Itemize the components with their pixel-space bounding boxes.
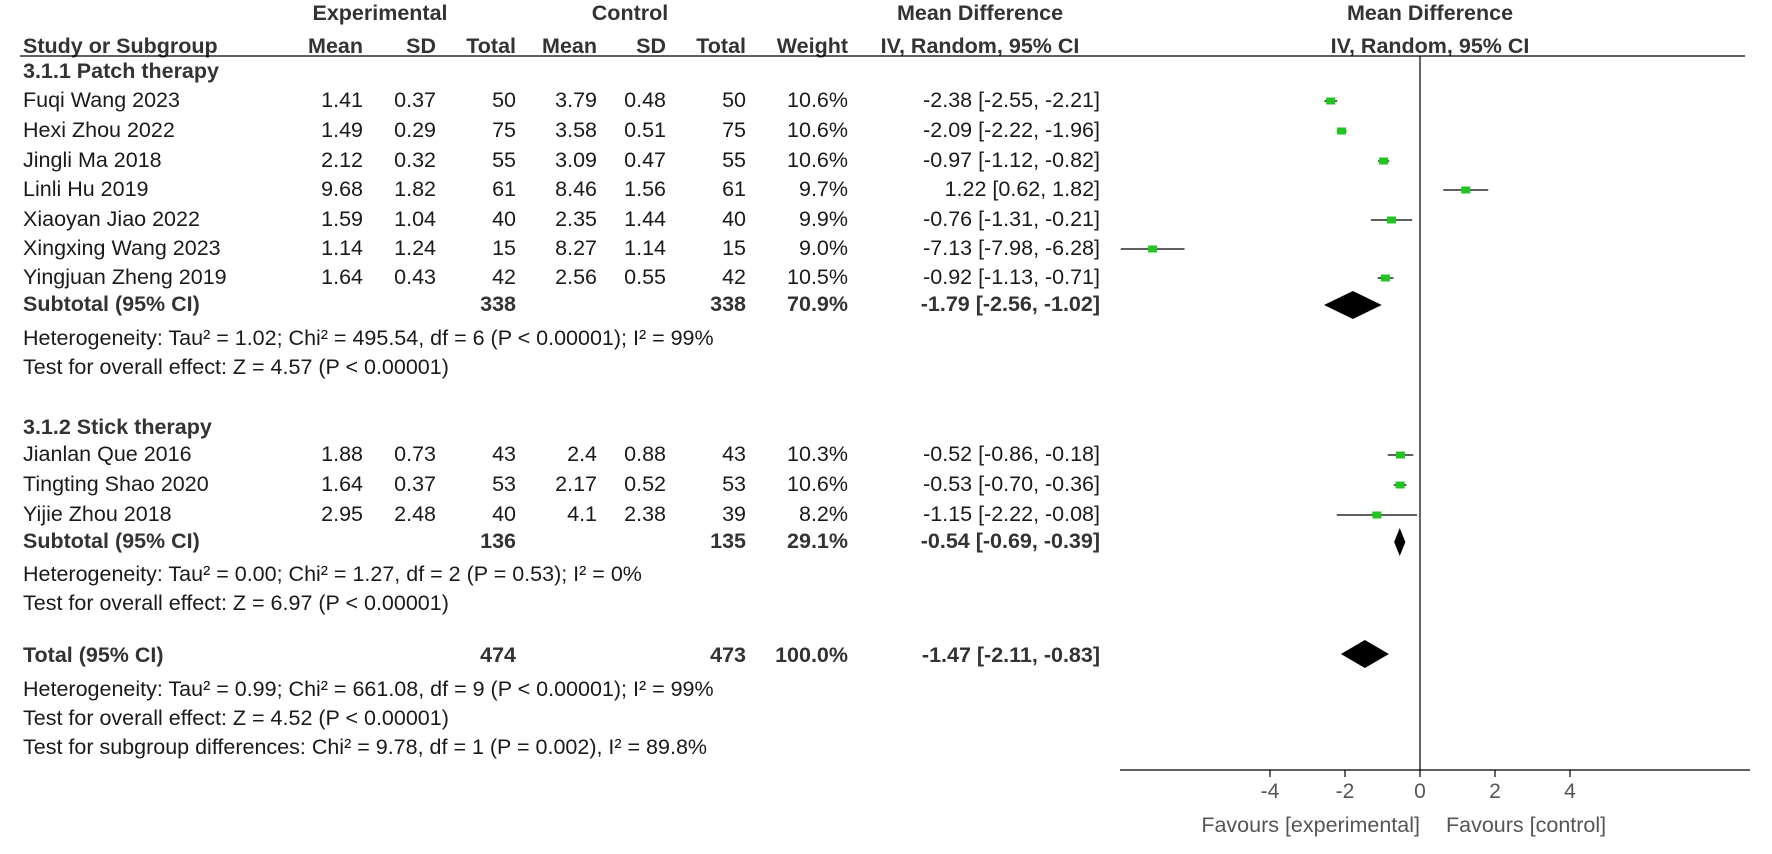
ctrl-total: 61 [722,177,746,201]
effect-square [1461,187,1470,194]
subtotal-ci: -1.79 [-2.56, -1.02] [920,292,1100,316]
total-overall-effect-text: Test for overall effect: Z = 4.52 (P < 0.00001) [23,706,449,730]
study-ci: 1.22 [0.62, 1.82] [944,177,1100,201]
summary-diamond [1324,291,1382,319]
exp-mean: 9.68 [321,177,363,201]
subtotal-label: Subtotal (95% CI) [23,529,200,553]
study-weight: 10.6% [787,148,848,172]
heterogeneity-text: Heterogeneity: Tau² = 0.00; Chi² = 1.27, df = 2 (P = 0.53); I² = 0% [23,562,642,586]
exp-total: 53 [492,472,516,496]
plot-method-header: IV, Random, 95% CI [1330,34,1530,58]
ctrl-sd: 0.48 [624,88,666,112]
ctrl-total: 39 [722,502,746,526]
study-ci: -0.97 [-1.12, -0.82] [923,148,1100,172]
subtotal-ctrl-total: 338 [710,292,746,316]
ctrl-mean: 2.56 [555,265,597,289]
study-ci: -0.53 [-0.70, -0.36] [923,472,1100,496]
summary-diamond [1394,528,1405,556]
study-weight: 10.6% [787,472,848,496]
study-name: Yijie Zhou 2018 [23,502,172,526]
exp-mean: 1.64 [321,472,363,496]
ctrl-mean: 2.17 [555,472,597,496]
subgroup-title: 3.1.1 Patch therapy [23,59,219,83]
total-ci: -1.47 [-2.11, -0.83] [921,643,1100,667]
subtotal-ctrl-total: 135 [710,529,746,553]
study-weight: 10.6% [787,88,848,112]
effect-square [1387,217,1396,224]
subtotal-ci: -0.54 [-0.69, -0.39] [920,529,1100,553]
exp-mean: 1.64 [321,265,363,289]
ctrl-mean: 3.79 [555,88,597,112]
study-ci: -2.38 [-2.55, -2.21] [923,88,1100,112]
exp-sd: 1.24 [394,236,436,260]
ctrl-sd: 1.44 [624,207,666,231]
x-tick-label: 2 [1489,780,1501,803]
exp-sd: 1.82 [394,177,436,201]
overall-effect-text: Test for overall effect: Z = 6.97 (P < 0.00001) [23,591,449,615]
study-name: Fuqi Wang 2023 [23,88,180,112]
exp-total: 50 [492,88,516,112]
ctrl-sd: 1.56 [624,177,666,201]
exp-total: 61 [492,177,516,201]
col-exp-sd-header: SD [406,34,436,58]
exp-mean: 2.12 [321,148,363,172]
col-weight-header: Weight [776,34,848,58]
effect-square [1148,246,1157,253]
x-tick-label: 4 [1564,780,1576,803]
ctrl-mean: 3.58 [555,118,597,142]
total-exp-total: 474 [480,643,516,667]
effect-square [1396,452,1405,459]
exp-total: 40 [492,207,516,231]
col-exp-mean-header: Mean [308,34,363,58]
effect-square [1372,512,1381,519]
study-name: Hexi Zhou 2022 [23,118,175,142]
effect-square [1381,275,1390,282]
ctrl-sd: 0.88 [624,442,666,466]
exp-sd: 2.48 [394,502,436,526]
ctrl-sd: 0.47 [624,148,666,172]
ctrl-mean: 2.4 [567,442,597,466]
ctrl-total: 75 [722,118,746,142]
exp-total: 55 [492,148,516,172]
study-ci: -0.92 [-1.13, -0.71] [923,265,1100,289]
ctrl-total: 53 [722,472,746,496]
study-weight: 10.6% [787,118,848,142]
study-name: Tingting Shao 2020 [23,472,209,496]
exp-total: 43 [492,442,516,466]
study-ci: -0.52 [-0.86, -0.18] [923,442,1100,466]
ctrl-sd: 1.14 [624,236,666,260]
x-tick-label: -4 [1260,780,1280,803]
study-weight: 10.5% [787,265,848,289]
study-weight: 8.2% [798,502,848,526]
effect-square [1379,158,1388,165]
exp-total: 42 [492,265,516,289]
effect-square [1337,128,1346,135]
subgroup-title: 3.1.2 Stick therapy [23,415,212,439]
ctrl-sd: 2.38 [624,502,666,526]
md-column-title: Mean Difference [896,1,1064,25]
exp-mean: 1.49 [321,118,363,142]
col-exp-total-header: Total [466,34,516,58]
total-label: Total (95% CI) [23,643,164,667]
exp-sd: 0.43 [394,265,436,289]
ctrl-mean: 4.1 [567,502,597,526]
plot-title: Mean Difference [1346,1,1514,25]
heterogeneity-text: Heterogeneity: Tau² = 1.02; Chi² = 495.54, df = 6 (P < 0.00001); I² = 99% [23,326,714,350]
exp-sd: 1.04 [394,207,436,231]
study-ci: -0.76 [-1.31, -0.21] [923,207,1100,231]
col-ctrl-mean-header: Mean [542,34,597,58]
study-ci: -7.13 [-7.98, -6.28] [923,236,1100,260]
subtotal-exp-total: 338 [480,292,516,316]
ctrl-total: 40 [722,207,746,231]
study-ci: -2.09 [-2.22, -1.96] [923,118,1100,142]
study-weight: 9.0% [798,236,848,260]
overall-effect-text: Test for overall effect: Z = 4.57 (P < 0.00001) [23,355,449,379]
study-weight: 9.9% [798,207,848,231]
ctrl-mean: 8.27 [555,236,597,260]
subtotal-weight: 70.9% [787,292,848,316]
subtotal-exp-total: 136 [480,529,516,553]
exp-mean: 1.14 [321,236,363,260]
ctrl-total: 50 [722,88,746,112]
subgroup-differences-text: Test for subgroup differences: Chi² = 9.78, df = 1 (P = 0.002), I² = 89.8% [23,735,708,759]
subtotal-label: Subtotal (95% CI) [23,292,200,316]
subtotal-weight: 29.1% [787,529,848,553]
col-study-header: Study or Subgroup [23,34,218,58]
study-name: Yingjuan Zheng 2019 [23,265,227,289]
ctrl-mean: 3.09 [555,148,597,172]
ctrl-total: 15 [722,236,746,260]
x-tick-label: 0 [1414,780,1426,803]
ctrl-mean: 2.35 [555,207,597,231]
exp-sd: 0.32 [394,148,436,172]
md-method-header: IV, Random, 95% CI [880,34,1080,58]
total-weight: 100.0% [775,643,848,667]
effect-square [1326,98,1335,105]
favours-experimental-label: Favours [experimental] [1201,813,1420,837]
total-ctrl-total: 473 [710,643,746,667]
study-name: Xiaoyan Jiao 2022 [23,207,200,231]
favours-control-label: Favours [control] [1446,813,1607,837]
study-weight: 10.3% [787,442,848,466]
study-weight: 9.7% [798,177,848,201]
study-name: Xingxing Wang 2023 [23,236,221,260]
x-tick-label: -2 [1335,780,1355,803]
study-ci: -1.15 [-2.22, -0.08] [923,502,1100,526]
ctrl-sd: 0.55 [624,265,666,289]
study-name: Jianlan Que 2016 [23,442,192,466]
exp-mean: 1.41 [321,88,363,112]
exp-total: 75 [492,118,516,142]
exp-mean: 2.95 [321,502,363,526]
ctrl-sd: 0.52 [624,472,666,496]
ctrl-total: 42 [722,265,746,289]
study-name: Linli Hu 2019 [23,177,149,201]
ctrl-total: 43 [722,442,746,466]
exp-mean: 1.59 [321,207,363,231]
ctrl-total: 55 [722,148,746,172]
exp-sd: 0.29 [394,118,436,142]
exp-sd: 0.73 [394,442,436,466]
study-name: Jingli Ma 2018 [23,148,162,172]
ctrl-sd: 0.51 [624,118,666,142]
total-heterogeneity-text: Heterogeneity: Tau² = 0.99; Chi² = 661.08, df = 9 (P < 0.00001); I² = 99% [23,677,714,701]
exp-total: 40 [492,502,516,526]
exp-total: 15 [492,236,516,260]
effect-square [1396,482,1405,489]
ctrl-mean: 8.46 [555,177,597,201]
control-group-header: Control [591,1,669,25]
exp-sd: 0.37 [394,472,436,496]
col-ctrl-sd-header: SD [636,34,666,58]
summary-diamond [1341,640,1389,668]
col-ctrl-total-header: Total [696,34,746,58]
exp-sd: 0.37 [394,88,436,112]
exp-mean: 1.88 [321,442,363,466]
experimental-group-header: Experimental [312,1,448,25]
